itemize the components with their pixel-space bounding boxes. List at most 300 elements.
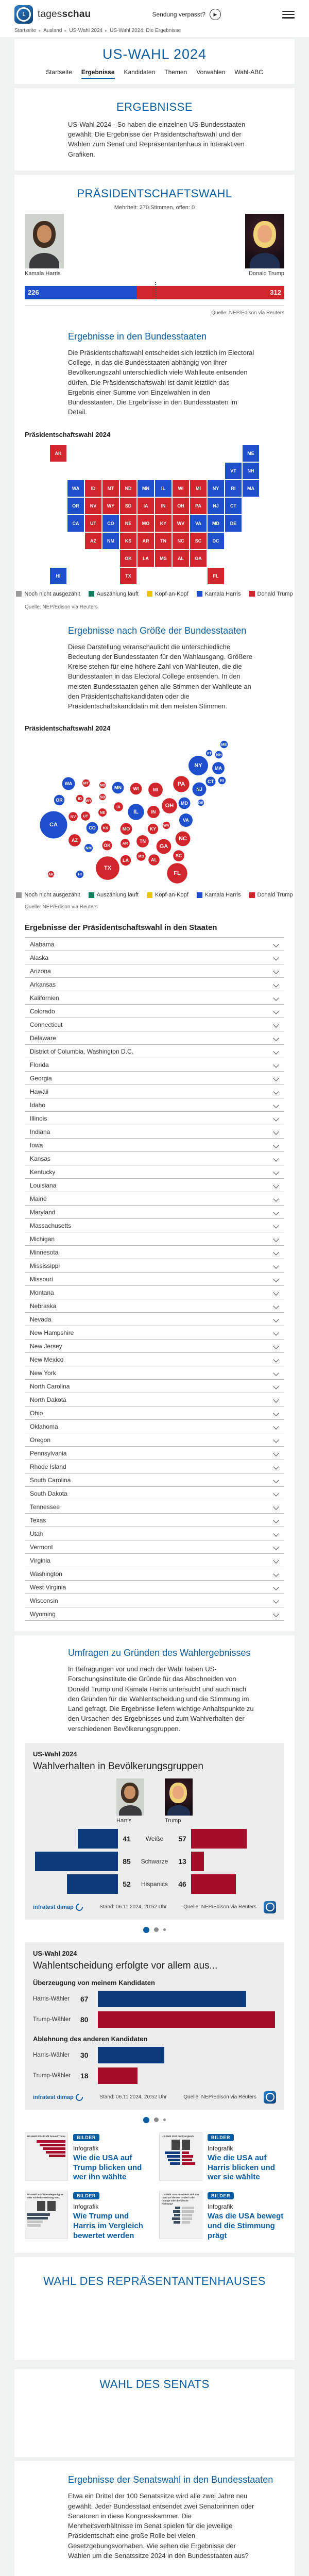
carousel-dot[interactable]: [154, 1927, 159, 1932]
state-row-label: District of Columbia, Washington D.C.: [30, 1047, 133, 1055]
state-row-minnesota[interactable]: [25, 1245, 284, 1259]
legend-swatch: [197, 591, 202, 597]
teaser-compare[interactable]: [159, 2132, 284, 2182]
state-tile-LA[interactable]: LA: [137, 550, 154, 567]
state-bubble-MN[interactable]: [112, 782, 124, 794]
thumb-columns: [162, 2207, 200, 2224]
svg-text:PA: PA: [177, 781, 185, 788]
state-tile-MN[interactable]: MN: [137, 480, 154, 497]
state-row-hawaii[interactable]: [25, 1084, 284, 1098]
states-text: Die Präsidentschaftswahl entscheidet sich letztlich im Electoral College, in das die Bundesstaaten abhängig von ihrer Bevölkerungszahl unterschiedlich viele Wahlleute entsenden dürfen. Die Präsidentschaftswahl ist damit letztlich das Ergebnis einer Summe von Einzelwahlen in den Bundesstaaten. Die Ergebnisse in den Bundesstaaten im Detail.: [68, 348, 254, 416]
state-row-iowa[interactable]: [25, 1138, 284, 1151]
harris-value: 52: [123, 1879, 131, 1888]
state-bubble-VA[interactable]: [179, 814, 193, 827]
teaser-text: [73, 2132, 150, 2182]
state-row-alaska[interactable]: [25, 951, 284, 964]
state-bubble-IL[interactable]: [128, 804, 144, 820]
state-tile-NM[interactable]: NM: [102, 532, 119, 550]
state-tile-KY[interactable]: KY: [154, 515, 172, 532]
state-bubble-AR[interactable]: [121, 839, 130, 848]
state-row-oklahoma[interactable]: [25, 1419, 284, 1433]
chart-decision: [25, 1942, 284, 2110]
thumb-bar: [49, 2155, 65, 2157]
state-row-west-virginia[interactable]: [25, 1580, 284, 1594]
state-row-maryland[interactable]: [25, 1205, 284, 1218]
svg-text:LA: LA: [123, 858, 129, 863]
state-bubble-NV[interactable]: [68, 812, 78, 821]
harris-bar: [98, 2047, 164, 2063]
state-bubble-HI[interactable]: [76, 871, 83, 878]
state-bubble-WA[interactable]: [62, 777, 75, 790]
state-bubble-NJ[interactable]: [193, 783, 207, 796]
state-row-georgia[interactable]: [25, 1071, 284, 1084]
harris-ev-bar: 226: [25, 286, 137, 299]
state-row-washington[interactable]: [25, 1567, 284, 1580]
polls-heading[interactable]: Umfragen zu Gründen des Wahlergebnisses: [68, 1648, 251, 1658]
breadcrumb-item[interactable]: Startseite: [14, 28, 37, 33]
teaser-text: [208, 2191, 284, 2241]
demo-bar-row: [33, 1829, 276, 1849]
teaser-title[interactable]: Was die USA bewegt und die Stimmung prägt: [208, 2212, 284, 2240]
state-tile-WI[interactable]: WI: [172, 480, 190, 497]
trump-bar: [191, 1852, 204, 1871]
state-row-indiana[interactable]: [25, 1125, 284, 1138]
state-bubble-CT[interactable]: [206, 777, 216, 787]
teaser-title[interactable]: Wie die USA auf Harris blicken und wer sie wählte: [208, 2153, 275, 2182]
state-row-vermont[interactable]: [25, 1540, 284, 1553]
state-row-label: Oklahoma: [30, 1422, 58, 1430]
state-row-nevada[interactable]: [25, 1312, 284, 1326]
source-line: Quelle: NEP/Edison via Reuters: [211, 310, 284, 316]
sendung-verpasst-link[interactable]: [91, 9, 282, 20]
state-row-label: Rhode Island: [30, 1463, 66, 1470]
thumb-bar: [46, 2151, 65, 2154]
state-tile-VT[interactable]: VT: [225, 462, 242, 480]
state-tile-OH[interactable]: OH: [172, 497, 190, 515]
state-tile-CT[interactable]: CT: [225, 497, 242, 515]
state-tile-KS[interactable]: KS: [119, 532, 137, 550]
state-bubble-TX[interactable]: [96, 856, 119, 880]
state-tile-NC[interactable]: NC: [172, 532, 190, 550]
chevron-down-icon: [273, 1598, 279, 1603]
state-row-new-york[interactable]: [25, 1366, 284, 1379]
state-row-louisiana[interactable]: [25, 1178, 284, 1192]
state-tile-OK[interactable]: OK: [119, 550, 137, 567]
state-bubble-ME[interactable]: [220, 741, 228, 748]
state-row-florida[interactable]: [25, 1058, 284, 1071]
state-tile-AL[interactable]: AL: [172, 550, 190, 567]
legend-swatch: [249, 591, 255, 597]
state-row-arkansas[interactable]: [25, 977, 284, 991]
us-choropleth-map: [49, 445, 260, 585]
state-row-label: New Mexico: [30, 1355, 64, 1363]
state-bubble-SD[interactable]: [99, 794, 106, 800]
play-icon[interactable]: ▶: [210, 9, 221, 20]
bilder-badge: BILDER: [73, 2192, 99, 2199]
carousel-dots-2: [14, 2117, 295, 2123]
state-tile-UT[interactable]: UT: [84, 515, 102, 532]
thumb-bar: [182, 2221, 190, 2224]
state-row-alabama[interactable]: [25, 937, 284, 951]
chevron-down-icon: [273, 1089, 279, 1094]
site-header: [0, 0, 309, 37]
state-tile-RI[interactable]: RI: [225, 480, 242, 497]
tagesschau-logo[interactable]: [14, 5, 91, 24]
state-bubble-UT[interactable]: [81, 811, 90, 821]
state-bubble-NH[interactable]: [215, 751, 222, 758]
state-bubble-AK[interactable]: [48, 871, 54, 877]
state-tile-TN[interactable]: TN: [154, 532, 172, 550]
trump-value: 57: [178, 1834, 186, 1843]
state-bubble-MA[interactable]: [212, 762, 225, 774]
bilder-badge: BILDER: [208, 2192, 234, 2199]
state-bubble-TN[interactable]: [136, 835, 149, 848]
polls-text: In Befragungen vor und nach der Wahl haben US-Forschungsinstitute die Gründe für das Abschneiden von Donald Trump und Kamala Harris untersucht und auch nach den Gründen für die Wahlentscheidung und die Stimmung im Land gefragt. Die Ergebnisse liefern wichtige Anhaltspunkte zu den Ursachen des Ergebnisses und zum Wahlverhalten der verschiedenen Bevölkerungsgruppen.: [68, 1665, 254, 1733]
decision-row-value: 30: [80, 2050, 89, 2059]
senate-title: WAHL DES SENATS: [99, 2378, 210, 2391]
state-tile-IA[interactable]: IA: [137, 497, 154, 515]
state-bubble-OH[interactable]: [162, 798, 177, 814]
state-tile-WY[interactable]: WY: [102, 497, 119, 515]
svg-text:AL: AL: [151, 857, 157, 863]
breadcrumb-separator-icon: ▸: [105, 28, 108, 33]
breadcrumb-item[interactable]: US-Wahl 2024: Die Ergebnisse: [110, 28, 181, 33]
svg-text:WY: WY: [85, 798, 92, 803]
state-tile-CA[interactable]: CA: [67, 515, 84, 532]
thumb-bar: [27, 2213, 50, 2216]
state-row-tennessee[interactable]: [25, 1500, 284, 1513]
state-row-label: Oregon: [30, 1436, 51, 1444]
state-row-south-carolina[interactable]: [25, 1473, 284, 1486]
state-row-label: Texas: [30, 1516, 46, 1524]
state-row-label: Mississippi: [30, 1262, 60, 1269]
chevron-down-icon: [273, 1330, 279, 1335]
state-row-texas[interactable]: [25, 1513, 284, 1527]
svg-text:NC: NC: [179, 836, 187, 842]
bilder-badge: BILDER: [208, 2134, 234, 2141]
state-tile-ND[interactable]: ND: [119, 480, 137, 497]
state-row-kalifornien[interactable]: [25, 991, 284, 1004]
state-tile-ID[interactable]: ID: [84, 480, 102, 497]
sendung-verpasst-label: Sendung verpasst?: [152, 11, 205, 18]
legend-swatch: [147, 892, 152, 898]
state-tile-NY[interactable]: NY: [207, 480, 225, 497]
state-row-south-dakota[interactable]: [25, 1486, 284, 1500]
state-row-pennsylvania[interactable]: [25, 1446, 284, 1460]
state-tile-MA[interactable]: MA: [242, 480, 260, 497]
state-tile-AZ[interactable]: AZ: [84, 532, 102, 550]
chevron-down-icon: [273, 968, 279, 974]
state-row-montana[interactable]: [25, 1285, 284, 1299]
tab-themen[interactable]: Themen: [164, 69, 187, 76]
state-row-massachusetts[interactable]: [25, 1218, 284, 1232]
legend-label: Donald Trump: [257, 892, 293, 899]
thumb-col-right: [182, 2207, 200, 2224]
us-bubble-cartogram: [25, 736, 284, 886]
state-row-rhode-island[interactable]: [25, 1460, 284, 1473]
state-tile-IL[interactable]: IL: [154, 480, 172, 497]
legend-label: Donald Trump: [257, 590, 293, 597]
teaser-kicker: Infografik: [73, 2144, 99, 2152]
state-row-illinois[interactable]: [25, 1111, 284, 1125]
state-row-virginia[interactable]: [25, 1553, 284, 1567]
state-tile-AR[interactable]: AR: [137, 532, 154, 550]
state-bubble-NM[interactable]: [84, 844, 93, 852]
chevron-down-icon: [273, 1397, 279, 1402]
chevron-down-icon: [273, 995, 279, 1001]
state-bubble-FL[interactable]: [167, 863, 187, 884]
teaser-redbars[interactable]: [25, 2132, 150, 2182]
carousel-dot[interactable]: [163, 1928, 166, 1931]
state-bubble-IA[interactable]: [114, 802, 123, 811]
state-bubble-CA[interactable]: [40, 811, 67, 839]
state-tile-TX[interactable]: TX: [119, 567, 137, 585]
state-bubble-MD[interactable]: [179, 798, 191, 809]
svg-text:VT: VT: [207, 751, 212, 756]
state-tile-AK[interactable]: AK: [49, 445, 67, 462]
svg-text:UT: UT: [83, 814, 88, 819]
svg-text:OK: OK: [104, 843, 111, 849]
chevron-down-icon: [273, 1182, 279, 1188]
state-row-label: Iowa: [30, 1141, 43, 1149]
teaser-thumb-title: US-Wahl 2024 Überwiegend gute oder schlechte Meinung von...: [27, 2193, 63, 2199]
state-bubble-RI[interactable]: [218, 777, 226, 784]
state-row-label: Massachusetts: [30, 1222, 72, 1229]
teaser-title[interactable]: Wie die USA auf Trump blicken und wer ihn wählte: [73, 2153, 142, 2182]
state-bubble-NE[interactable]: [98, 808, 107, 817]
carousel-dot-active[interactable]: [143, 2117, 149, 2123]
state-bubble-OK[interactable]: [102, 841, 112, 851]
state-row-new-jersey[interactable]: [25, 1339, 284, 1352]
state-tile-IN[interactable]: IN: [154, 497, 172, 515]
state-tile-NH[interactable]: NH: [242, 462, 260, 480]
harris-bar: [78, 1829, 118, 1849]
svg-text:MS: MS: [138, 854, 144, 859]
teaser-kicker: Infografik: [73, 2203, 99, 2211]
state-tile-HI[interactable]: HI: [49, 567, 67, 585]
state-bubble-AZ[interactable]: [68, 834, 81, 846]
chevron-down-icon: [273, 1276, 279, 1282]
carousel-dot[interactable]: [154, 2117, 159, 2122]
state-row-missouri[interactable]: [25, 1272, 284, 1285]
state-tile-OR[interactable]: OR: [67, 497, 84, 515]
teaser-thumbnail: [159, 2132, 202, 2181]
state-tile-ME[interactable]: ME: [242, 445, 260, 462]
teaser-thumb-title: US-Wahl 2024 Profilvergleich: [162, 2134, 194, 2138]
legend-label: Noch nicht ausgezählt: [24, 590, 80, 597]
state-row-label: Wisconsin: [30, 1597, 58, 1604]
carousel-dot[interactable]: [163, 2119, 166, 2121]
breadcrumb-item[interactable]: US-Wahl 2024: [69, 28, 103, 33]
decision-row-label: Trump-Wähler: [33, 2016, 71, 2023]
svg-text:OR: OR: [56, 798, 63, 803]
state-bubble-IN[interactable]: [147, 806, 160, 818]
chart1-trump-label: Trump: [165, 1817, 181, 1824]
state-bubble-LA[interactable]: [121, 855, 131, 866]
state-row-label: Georgia: [30, 1074, 52, 1082]
state-row-mississippi[interactable]: [25, 1259, 284, 1272]
legend-item: [16, 892, 80, 898]
tab-startseite[interactable]: Startseite: [46, 69, 72, 76]
state-row-wisconsin[interactable]: [25, 1594, 284, 1607]
legend-label: Noch nicht ausgezählt: [24, 892, 80, 899]
state-row-idaho[interactable]: [25, 1098, 284, 1111]
state-row-maine[interactable]: [25, 1192, 284, 1205]
state-row-oregon[interactable]: [25, 1433, 284, 1446]
thumb-faces: [162, 2140, 200, 2150]
svg-text:WV: WV: [163, 823, 170, 828]
state-bubble-MO[interactable]: [121, 823, 132, 835]
state-row-north-dakota[interactable]: [25, 1393, 284, 1406]
state-row-north-carolina[interactable]: [25, 1379, 284, 1393]
state-row-kansas[interactable]: [25, 1151, 284, 1165]
chevron-down-icon: [273, 1437, 279, 1443]
breadcrumb-item[interactable]: Ausland: [43, 28, 62, 33]
state-row-label: Alabama: [30, 940, 55, 948]
state-row-label: Missouri: [30, 1275, 53, 1283]
state-row-new-mexico[interactable]: [25, 1352, 284, 1366]
chevron-down-icon: [273, 1611, 279, 1617]
chevron-down-icon: [273, 1544, 279, 1550]
state-row-utah[interactable]: [25, 1527, 284, 1540]
chart2-title: Wahlentscheidung erfolgte vor allem aus...: [33, 1960, 218, 1971]
svg-text:MN: MN: [114, 785, 122, 791]
legend-swatch: [89, 892, 94, 898]
legend-item: [147, 591, 188, 597]
chart1-title: Wahlverhalten in Bevölkerungsgruppen: [33, 1760, 203, 1772]
svg-text:MT: MT: [83, 781, 89, 786]
state-tile-NJ[interactable]: NJ: [207, 497, 225, 515]
chevron-down-icon: [273, 1115, 279, 1121]
state-row-arizona[interactable]: [25, 964, 284, 977]
state-tile-NV[interactable]: NV: [84, 497, 102, 515]
teaser-faces[interactable]: [25, 2191, 150, 2241]
tab-wahlabc[interactable]: Wahl-ABC: [234, 69, 263, 76]
svg-text:FL: FL: [174, 870, 181, 877]
teaser-grid: [25, 2132, 284, 2241]
state-row-delaware[interactable]: [25, 1031, 284, 1044]
hamburger-menu-icon[interactable]: [282, 11, 295, 19]
teaser-twocol[interactable]: [159, 2191, 284, 2241]
state-tile-PA[interactable]: PA: [190, 497, 207, 515]
breadcrumb: [14, 26, 295, 37]
state-row-label: Tennessee: [30, 1503, 60, 1511]
decision-row-value: 80: [80, 2015, 89, 2024]
trump-bar: [98, 2067, 138, 2084]
svg-text:AR: AR: [122, 841, 128, 846]
state-row-nebraska[interactable]: [25, 1299, 284, 1312]
state-tile-DC[interactable]: DC: [207, 532, 225, 550]
chart1-harris-label: Harris: [116, 1817, 132, 1824]
state-row-ohio[interactable]: [25, 1406, 284, 1419]
state-bubble-KY[interactable]: [148, 824, 158, 834]
chevron-down-icon: [273, 1156, 279, 1161]
state-tile-GA[interactable]: GA: [190, 550, 207, 567]
size-heading[interactable]: Ergebnisse nach Größe der Bundesstaaten: [68, 625, 247, 636]
senate-results-heading[interactable]: Ergebnisse der Senatswahl in den Bundesstaaten: [68, 2475, 273, 2485]
state-row-label: Hawaii: [30, 1088, 49, 1095]
senate-results-card: [14, 2461, 295, 2576]
svg-text:NV: NV: [70, 814, 76, 819]
state-bubble-WV[interactable]: [163, 822, 170, 829]
teaser-title[interactable]: Wie Trump und Harris im Vergleich bewertet werden: [73, 2212, 143, 2240]
state-bubble-KS[interactable]: [101, 823, 110, 833]
state-row-district-of-columbia--washington-d-c-[interactable]: [25, 1044, 284, 1058]
chevron-down-icon: [273, 1263, 279, 1268]
legend-swatch: [89, 591, 94, 597]
state-tile-VA[interactable]: VA: [190, 515, 207, 532]
state-tile-MS[interactable]: MS: [154, 550, 172, 567]
legend-label: Auszählung läuft: [96, 892, 139, 899]
state-bubble-NY[interactable]: [188, 756, 208, 775]
state-row-wyoming[interactable]: [25, 1607, 284, 1620]
state-bubble-ID[interactable]: [76, 795, 83, 802]
state-tile-MD[interactable]: MD: [207, 515, 225, 532]
state-bubble-AL[interactable]: [148, 854, 160, 866]
svg-text:HI: HI: [78, 872, 82, 877]
state-tile-NE[interactable]: NE: [119, 515, 137, 532]
state-bubble-WY[interactable]: [85, 798, 92, 804]
chevron-down-icon: [273, 1236, 279, 1242]
state-bubble-GA[interactable]: [157, 839, 171, 854]
state-tile-DE[interactable]: DE: [225, 515, 242, 532]
state-bubble-NC[interactable]: [176, 832, 191, 846]
trump-bar: [191, 1874, 236, 1894]
carousel-dot-active[interactable]: [143, 1927, 149, 1933]
ard-icon: [264, 2091, 276, 2104]
state-bubble-MI[interactable]: [148, 783, 163, 797]
state-row-new-hampshire[interactable]: [25, 1326, 284, 1339]
state-bubble-OR[interactable]: [54, 795, 64, 805]
state-bubble-SC[interactable]: [173, 850, 184, 861]
state-row-michigan[interactable]: [25, 1232, 284, 1245]
state-bubble-MS[interactable]: [136, 852, 146, 861]
state-tile-FL[interactable]: FL: [207, 567, 225, 585]
tab-ergebnisse[interactable]: Ergebnisse: [81, 69, 115, 79]
state-tile-CO[interactable]: CO: [102, 515, 119, 532]
decision-row-label: Trump-Wähler: [33, 2072, 71, 2079]
state-tile-WA[interactable]: WA: [67, 480, 84, 497]
state-bubble-VT[interactable]: [206, 750, 212, 756]
state-bubble-WI[interactable]: [130, 783, 142, 795]
state-bubble-ND[interactable]: [99, 782, 106, 788]
state-row-colorado[interactable]: [25, 1004, 284, 1018]
tab-kandidaten[interactable]: Kandidaten: [124, 69, 156, 76]
state-tile-SC[interactable]: SC: [190, 532, 207, 550]
state-row-label: Nevada: [30, 1315, 52, 1323]
state-tile-WV[interactable]: WV: [172, 515, 190, 532]
state-bubble-PA[interactable]: [173, 776, 189, 792]
states-heading[interactable]: Ergebnisse in den Bundesstaaten: [68, 331, 207, 342]
state-tile-MO[interactable]: MO: [137, 515, 154, 532]
tab-vorwahlen[interactable]: Vorwahlen: [196, 69, 226, 76]
state-tile-MT[interactable]: MT: [102, 480, 119, 497]
state-bubble-MT[interactable]: [82, 779, 90, 787]
state-tile-MI[interactable]: MI: [190, 480, 207, 497]
carousel-dots-1: [14, 1927, 295, 1933]
state-bubble-CO[interactable]: [87, 822, 98, 834]
state-row-connecticut[interactable]: [25, 1018, 284, 1031]
svg-text:MA: MA: [215, 766, 222, 771]
svg-text:AK: AK: [48, 872, 54, 877]
state-row-kentucky[interactable]: [25, 1165, 284, 1178]
state-tile-SD[interactable]: SD: [119, 497, 137, 515]
thumb-bar: [182, 2162, 195, 2165]
state-bubble-DE[interactable]: [198, 800, 204, 806]
bubble-map-legend: [14, 892, 295, 898]
legend-item: [147, 892, 188, 898]
chevron-down-icon: [273, 1035, 279, 1041]
